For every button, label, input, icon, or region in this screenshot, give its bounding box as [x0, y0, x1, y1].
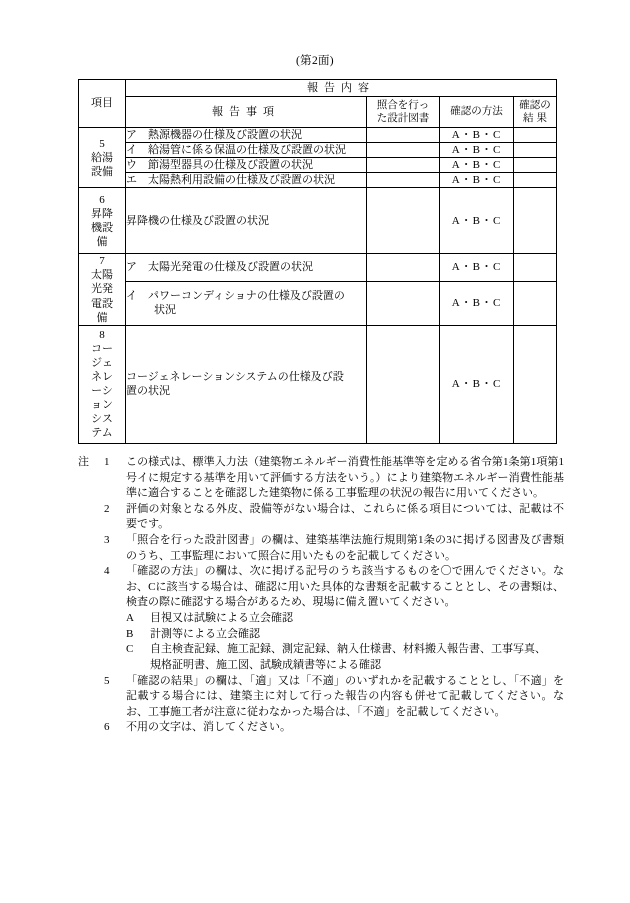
detail-text-6: 昇降機の仕様及び設置の状況: [126, 214, 269, 227]
section-label-6-line-3: 備: [96, 235, 108, 248]
section-label-8: [79, 325, 126, 443]
detail-cell-8: [126, 325, 367, 443]
method-cell-8[interactable]: A・B・C: [440, 325, 514, 443]
marker-5-a: ア: [126, 129, 137, 141]
header-collated-drawings-line2: た設計図書: [376, 113, 430, 124]
table-header-row-top: [79, 80, 557, 97]
note-number-3: 3: [104, 534, 110, 547]
note-number-5: 5: [104, 674, 110, 687]
table-row: [79, 254, 557, 281]
detail-cell-5-u: [126, 158, 367, 173]
marker-7-i: イ: [126, 290, 137, 303]
note-text-1: この様式は、標準入力法（建築物エネルギー消費性能基準等を定める省令第1条第1項第1号イに規定する基準を用いて評価する方法をいう。）により建築物エネルギー消費性能基準に適合することを確認した建築物に係る工事監理の状況の報告に用いてください。: [126, 456, 564, 500]
detail-text-5-e: 太陽熱利用設備の仕様及び設置の状況: [148, 174, 335, 187]
section-label-7: [79, 254, 126, 325]
section-label-7-line-0: 7: [99, 255, 105, 268]
note-text-5: 「確認の結果」の欄は、「適」又は「不適」のいずれかを記載することとし、「不適」を記載する場合には、建築主に対して行った報告の内容も併せて記載してください。なお、工事施工者が注意に従わなかった場合は、「不適」を記載してください。: [126, 674, 564, 718]
result-cell-8[interactable]: [514, 325, 557, 443]
section-label-5: [79, 128, 126, 188]
section-label-6: [79, 188, 126, 254]
section-label-8-line-2: ジェ: [91, 357, 113, 370]
section-label-6-line-0: 6: [99, 193, 105, 206]
section-label-5-line-0: 5: [99, 137, 105, 150]
result-cell-5-e[interactable]: [514, 173, 557, 188]
header-confirm-result-line2: 結果: [523, 113, 550, 124]
detail-cell-5-a: [126, 128, 367, 143]
note-text-4: 「確認の方法」の欄は、次に掲げる記号のうち該当するものを〇で囲んでください。なお、Cに該当する場合は、確認に用いた具体的な書類を記載することとし、その書類は、検査の際に確認する場合があるため、現場に備え置いてください。: [126, 565, 564, 609]
detail-text-8: コージェネレーションシステムの仕様及び設: [126, 371, 344, 384]
result-cell-7-a[interactable]: [514, 254, 557, 281]
method-cell-5-u[interactable]: A・B・C: [440, 158, 514, 173]
table-row: [79, 158, 557, 173]
note-subitem-a-text: 目視又は試験による立会確認: [150, 612, 293, 625]
note-item-2: [78, 502, 564, 533]
note-subitem-c-text: 自主検査記録、施工記録、測定記録、納入仕様書、材料搬入報告書、工事写真、: [150, 643, 546, 656]
note-item-3: [78, 533, 564, 564]
note-subitem-c-text-wrap: [150, 642, 564, 673]
detail-text-7-i: パワーコンディショナの仕様及び設置の: [148, 290, 345, 303]
note-subitem-a-mark: A: [126, 612, 134, 625]
marker-5-e: エ: [126, 174, 137, 187]
note-number-2: 2: [104, 502, 110, 515]
detail-cell-6: [126, 188, 367, 254]
result-cell-5-i[interactable]: [514, 143, 557, 158]
section-label-7-line-1: 太陽: [91, 269, 113, 282]
method-cell-5-e[interactable]: A・B・C: [440, 173, 514, 188]
section-label-8-line-0: 8: [99, 328, 105, 341]
result-cell-5-u[interactable]: [514, 158, 557, 173]
section-label-5-line-1: 給湯: [91, 151, 113, 164]
section-label-6-line-1: 昇降: [91, 207, 113, 220]
detail-cell-7-i: [126, 281, 367, 325]
note-subitem-c: [78, 642, 564, 673]
section-label-8-line-1: コー: [91, 342, 113, 355]
detail-text-5-a: 熱源機器の仕様及び設置の状況: [148, 129, 302, 141]
note-text-6: 不用の文字は、消してください。: [126, 721, 291, 734]
collated-cell-6[interactable]: [367, 188, 440, 254]
note-subitem-c-text-line2: 規格証明書、施工図、試験成績書等による確認: [150, 658, 381, 671]
collated-cell-5-u[interactable]: [367, 158, 440, 173]
section-label-7-line-4: 備: [96, 311, 108, 324]
method-cell-5-a[interactable]: A・B・C: [440, 128, 514, 143]
section-label-8-line-5: ョン: [91, 399, 113, 412]
marker-5-u: ウ: [126, 159, 137, 172]
table-row: [79, 188, 557, 254]
detail-cell-7-a: [126, 254, 367, 281]
construction-supervision-report-table: [78, 79, 557, 444]
detail-cell-5-i: [126, 143, 367, 158]
collated-cell-7-a[interactable]: [367, 254, 440, 281]
note-subitem-b: [78, 627, 564, 643]
note-item-1: [78, 455, 564, 502]
table-row: [79, 128, 557, 143]
note-subitem-a: [78, 611, 564, 627]
page-title: (第2面): [296, 55, 334, 67]
section-label-8-line-3: ネレ: [91, 371, 113, 384]
section-label-7-line-3: 電設: [91, 297, 113, 310]
section-label-6-line-2: 機設: [91, 221, 113, 234]
header-collated-drawings: [367, 97, 440, 128]
detail-text-7-i-line2: 状況: [154, 304, 176, 317]
note-item-4: [78, 564, 564, 611]
note-subitem-c-mark: C: [126, 643, 134, 656]
note-number-6: 6: [104, 721, 110, 734]
header-collated-drawings-line1: 照合を行っ: [376, 99, 430, 111]
section-label-8-line-4: ーシ: [91, 385, 113, 398]
header-confirm-result: [514, 97, 557, 128]
collated-cell-8[interactable]: [367, 325, 440, 443]
marker-7-a: ア: [126, 261, 137, 274]
result-cell-7-i[interactable]: [514, 281, 557, 325]
header-confirm-method: 確認の方法: [440, 97, 514, 128]
result-cell-5-a[interactable]: [514, 128, 557, 143]
note-item-6: [78, 720, 564, 736]
note-subitem-b-mark: B: [126, 627, 134, 640]
marker-5-i: イ: [126, 144, 137, 157]
header-report-content: 報告内容: [126, 80, 557, 97]
result-cell-6[interactable]: [514, 188, 557, 254]
table-row: [79, 143, 557, 158]
detail-text-5-i: 給湯管に係る保温の仕様及び設置の状況: [148, 144, 346, 157]
header-confirm-result-line1: 確認の: [519, 99, 551, 111]
note-text-3: 「照合を行った設計図書」の欄は、建築基準法施行規則第1条の3に掲げる図書及び書類のうち、工事監理において照合に用いたものを記載してください。: [126, 534, 564, 562]
table-row: [79, 325, 557, 443]
table-row: [79, 281, 557, 325]
detail-text-8-line2: 置の状況: [126, 385, 170, 398]
collated-cell-7-i[interactable]: [367, 281, 440, 325]
detail-text-5-u: 節湯型器具の仕様及び設置の状況: [148, 159, 313, 172]
note-subitem-b-text: 計測等による立会確認: [150, 627, 260, 640]
notes-section: [78, 455, 564, 736]
method-cell-7-a[interactable]: A・B・C: [440, 254, 514, 281]
note-text-2: 評価の対象となる外皮、設備等がない場合は、これらに係る項目については、記載は不要です。: [126, 502, 564, 531]
section-label-8-line-7: テム: [91, 427, 113, 440]
collated-cell-5-a[interactable]: [367, 128, 440, 143]
header-item: 項目: [79, 80, 126, 128]
collated-cell-5-e[interactable]: [367, 173, 440, 188]
detail-text-7-a: 太陽光発電の仕様及び設置の状況: [148, 261, 313, 274]
note-number-1: 1: [104, 456, 110, 468]
detail-cell-5-e: [126, 173, 367, 188]
header-report-matters: 報告事項: [126, 97, 367, 128]
note-item-5: [78, 674, 564, 721]
notes-label: 注: [78, 456, 89, 468]
table-row: [79, 173, 557, 188]
section-label-5-line-2: 設備: [91, 165, 113, 178]
method-cell-7-i[interactable]: A・B・C: [440, 281, 514, 325]
table-header-row-sub: [79, 97, 557, 128]
section-label-8-line-6: シス: [91, 413, 113, 426]
section-label-7-line-2: 光発: [91, 283, 113, 296]
collated-cell-5-i[interactable]: [367, 143, 440, 158]
method-cell-5-i[interactable]: A・B・C: [440, 143, 514, 158]
note-number-4: 4: [104, 565, 110, 578]
method-cell-6[interactable]: A・B・C: [440, 188, 514, 254]
